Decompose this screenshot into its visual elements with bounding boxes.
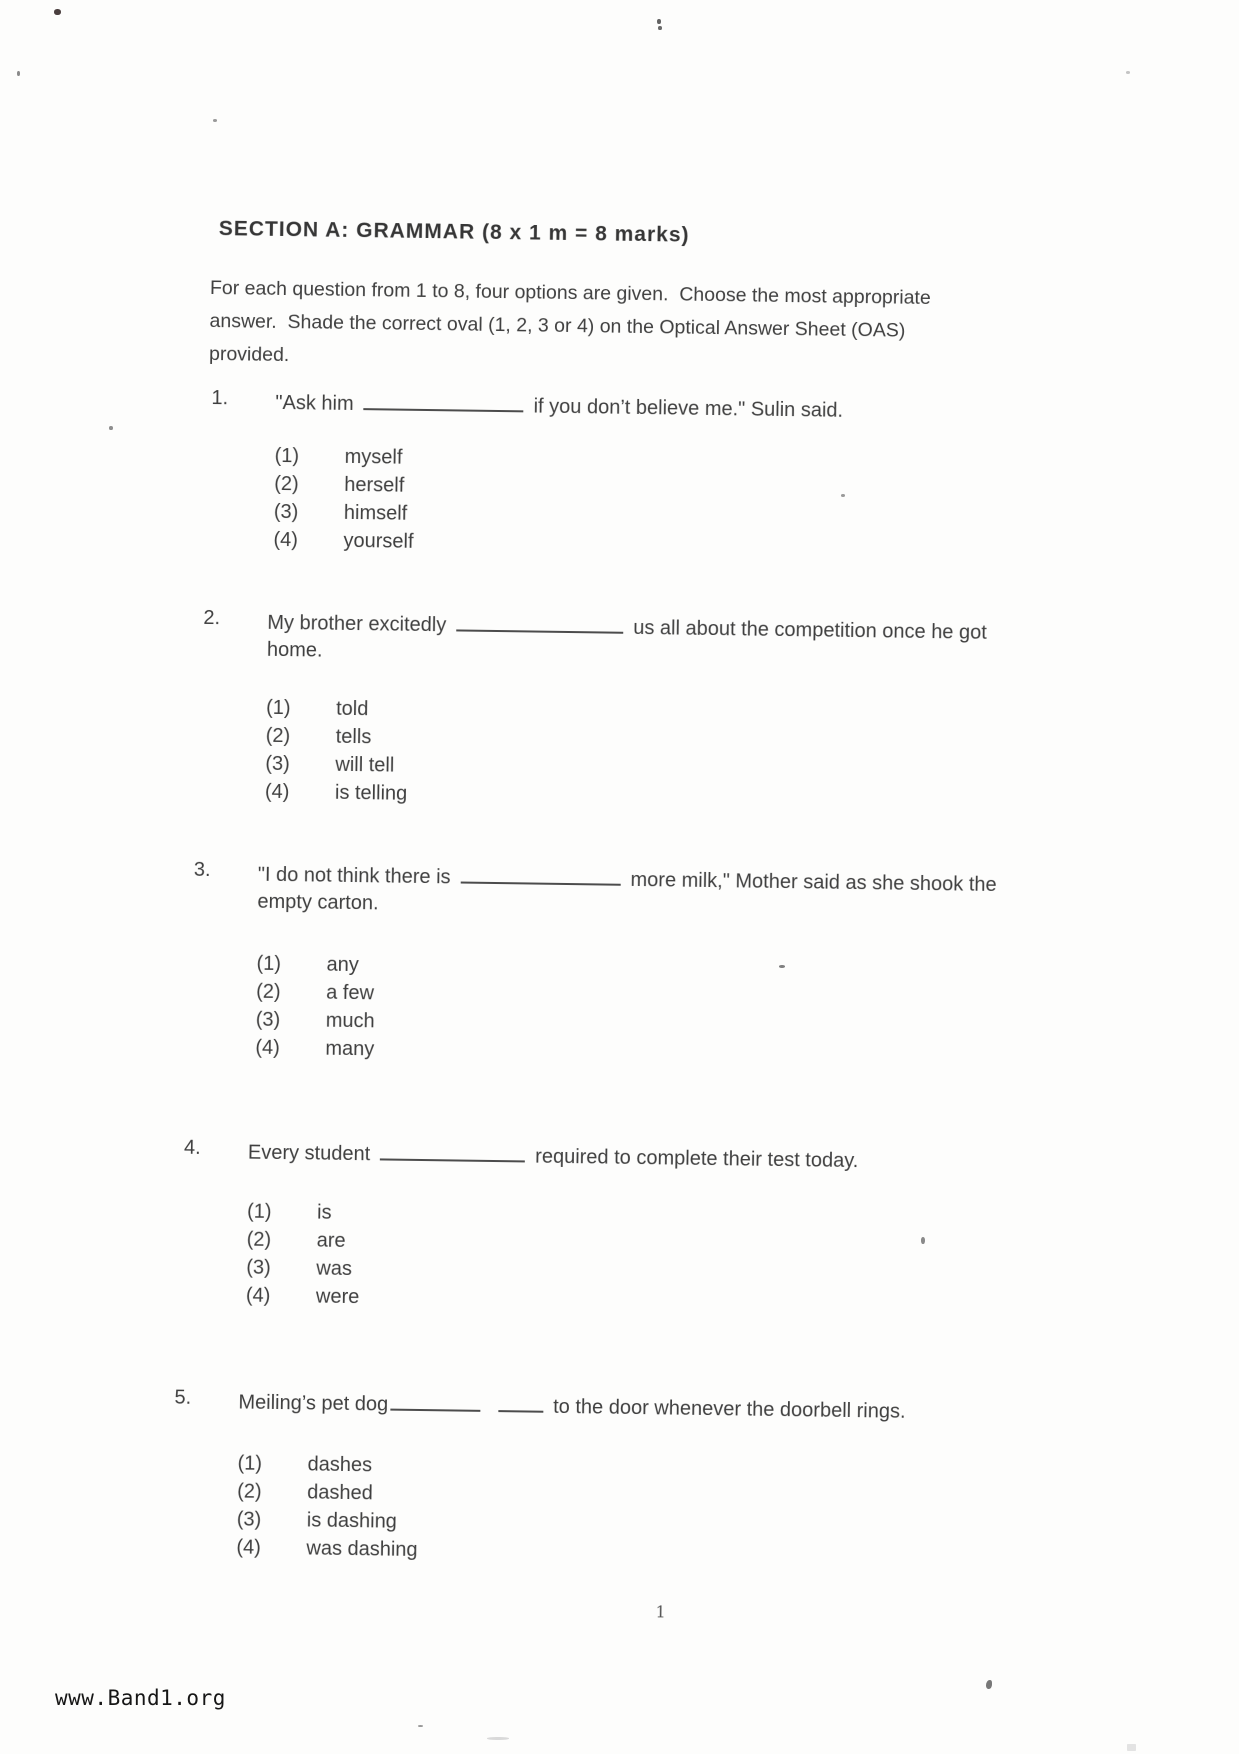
stem-text-after: us all about the competition once he got: [633, 616, 987, 644]
option-number: (3): [255, 1008, 281, 1032]
answer-blank: [456, 615, 623, 633]
options-list: [236, 1449, 419, 1564]
option-row: [266, 722, 409, 752]
option-row: [256, 978, 375, 1008]
answer-blank: [390, 1395, 480, 1412]
question-number: 2.: [203, 606, 221, 630]
option-label: are: [316, 1229, 346, 1252]
option-row: [274, 442, 414, 472]
question-5: [174, 1386, 1185, 1561]
scan-speck: [779, 965, 785, 968]
option-label: were: [315, 1285, 360, 1309]
option-number: (1): [246, 1200, 272, 1223]
option-number: (2): [256, 980, 281, 1004]
option-row: [247, 1226, 361, 1256]
watermark-url: www.Band1.org: [55, 1686, 226, 1710]
option-number: (3): [236, 1508, 262, 1531]
option-row: [246, 1254, 360, 1284]
scan-speck: [1126, 71, 1130, 74]
option-label: herself: [344, 473, 405, 497]
option-row: [246, 1282, 360, 1312]
section-title: SECTION A: GRAMMAR (8 x 1 m = 8 marks): [218, 217, 690, 247]
option-label: many: [325, 1037, 375, 1061]
options-list: [246, 1198, 361, 1312]
option-number: (4): [245, 1284, 271, 1307]
scan-speck: [487, 1737, 509, 1740]
option-row: [273, 526, 413, 556]
option-number: (3): [273, 500, 299, 524]
question-number: 5.: [174, 1386, 192, 1409]
scan-speck: [54, 9, 61, 15]
option-number: (2): [265, 724, 291, 748]
option-label: yourself: [343, 529, 414, 553]
option-label: is: [316, 1201, 332, 1224]
option-number: (1): [274, 444, 300, 468]
option-number: (1): [237, 1452, 263, 1475]
question-number: 3.: [193, 858, 211, 882]
option-label: dashed: [307, 1481, 373, 1505]
option-row: [274, 498, 414, 528]
instructions: [209, 272, 931, 381]
instructions-line-1: For each question from 1 to 8, four options are given. Choose the most appropriate: [209, 276, 931, 310]
scan-speck: [109, 426, 113, 430]
option-label: a few: [326, 981, 375, 1005]
option-number: (3): [265, 752, 290, 776]
option-number: (4): [236, 1536, 262, 1559]
option-number: (1): [256, 952, 282, 976]
option-number: (2): [246, 1228, 272, 1251]
stem-text-before: Meiling’s pet dog: [238, 1391, 389, 1416]
stem-text-before: "Ask him: [275, 391, 354, 415]
option-label: was dashing: [306, 1537, 418, 1561]
question-1: [211, 386, 1222, 553]
question-stem-line2: home.: [266, 638, 323, 662]
option-row: [237, 1505, 419, 1536]
option-label: tells: [335, 725, 372, 749]
option-label: myself: [344, 445, 403, 469]
stem-text-after: if you don’t believe me." Sulin said.: [533, 395, 844, 422]
option-row: [274, 470, 414, 500]
options-list: [273, 442, 415, 556]
option-label: is dashing: [306, 1509, 398, 1533]
instructions-line-2: answer. Shade the correct oval (1, 2, 3 or 4) on the Optical Answer Sheet (OAS): [209, 309, 906, 342]
question-stem-line2: empty carton.: [257, 890, 379, 915]
option-label: is telling: [334, 781, 408, 805]
option-row: [255, 1034, 374, 1064]
option-number: (4): [264, 780, 290, 804]
question-stem: [238, 1387, 1068, 1430]
option-row: [265, 778, 408, 808]
option-row: [256, 1006, 375, 1036]
question-4: [183, 1136, 1194, 1309]
page-number: 1: [655, 1602, 666, 1622]
option-number: (3): [246, 1256, 271, 1279]
stem-text-before: "I do not think there is: [257, 863, 451, 889]
option-row: [237, 1477, 419, 1508]
option-row: [265, 750, 408, 780]
answer-blank: [498, 1396, 543, 1413]
option-number: (4): [273, 528, 299, 552]
option-row: [237, 1449, 419, 1480]
option-label: himself: [343, 501, 408, 525]
answer-blank: [364, 394, 524, 412]
answer-blank: [460, 868, 620, 886]
stem-text-after: required to complete their test today.: [535, 1145, 859, 1173]
option-row: [266, 694, 409, 724]
option-row: [247, 1198, 361, 1228]
scan-speck: [418, 1725, 423, 1727]
option-number: (4): [255, 1036, 281, 1060]
question-stem: [248, 1138, 1078, 1181]
scan-speck: [1127, 1744, 1136, 1751]
question-stem: [275, 388, 1105, 431]
option-label: will tell: [335, 753, 395, 777]
question-number: 4.: [183, 1136, 201, 1159]
scan-speck: [841, 494, 845, 497]
scan-speck: [658, 26, 662, 30]
option-label: any: [326, 953, 359, 977]
instructions-line-3: provided.: [208, 342, 290, 367]
scan-speck: [921, 1237, 925, 1244]
scan-speck: [986, 1680, 992, 1689]
option-label: told: [335, 697, 369, 721]
option-row: [236, 1533, 418, 1564]
option-label: dashes: [307, 1453, 373, 1477]
answer-blank: [380, 1144, 525, 1162]
options-list: [265, 694, 409, 808]
question-number: 1.: [211, 386, 229, 410]
option-label: was: [316, 1257, 353, 1281]
option-row: [256, 950, 375, 980]
option-label: much: [325, 1009, 375, 1033]
scan-speck: [213, 119, 217, 122]
question-stem: [258, 860, 1088, 903]
scan-speck: [17, 71, 20, 76]
question-2: [203, 606, 1214, 805]
stem-text-after: to the door whenever the doorbell rings.: [552, 1395, 906, 1423]
stem-text-before: My brother excitedly: [267, 611, 447, 637]
question-3: [193, 858, 1204, 1061]
scan-speck: [657, 19, 661, 24]
stem-text-before: Every student: [247, 1141, 371, 1166]
option-number: (2): [274, 472, 299, 496]
question-stem: [267, 608, 1097, 651]
stem-text-after: more milk," Mother said as she shook the: [630, 868, 997, 897]
option-number: (1): [265, 696, 291, 720]
options-list: [255, 950, 375, 1064]
option-number: (2): [237, 1480, 262, 1503]
